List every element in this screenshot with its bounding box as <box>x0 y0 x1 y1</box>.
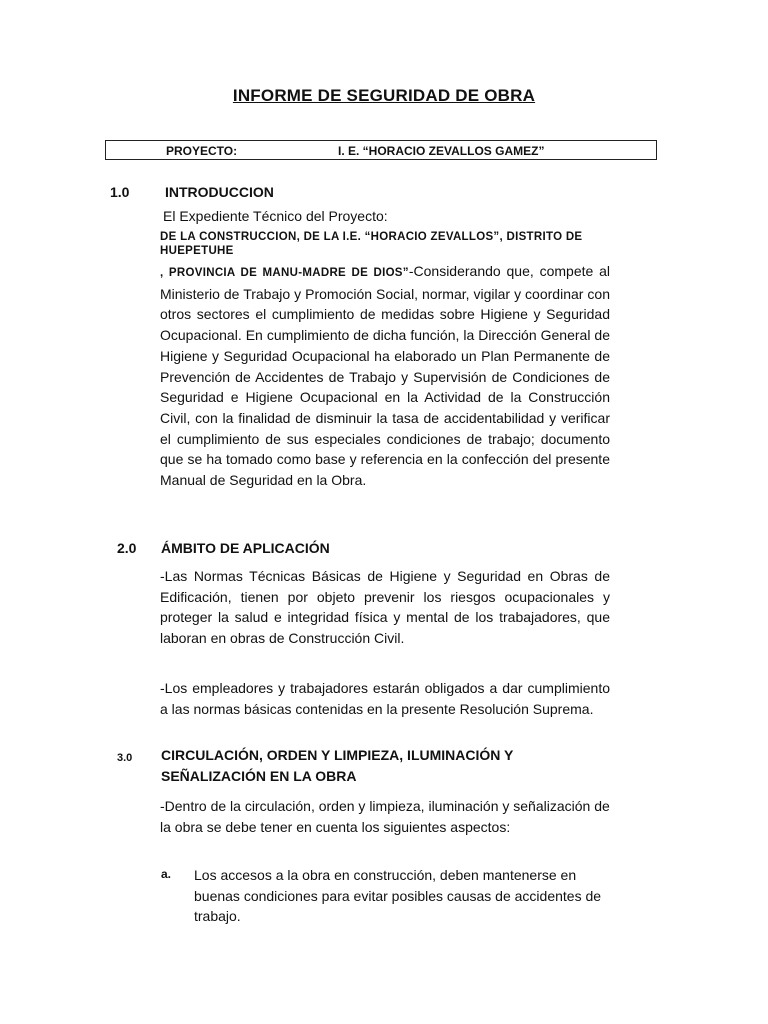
section-2-number: 2.0 <box>117 540 137 556</box>
section-2-heading: ÁMBITO DE APLICACIÓN <box>161 540 330 556</box>
section-1-body <box>160 261 610 491</box>
section-3-number: 3.0 <box>117 752 133 764</box>
section-1-body-text: -Considerando que, compete al Ministerio de Trabajo y Promoción Social, normar, vigilar y coordinar con otros sectores el cumplimiento de medidas sobre Higiene y Seguridad Ocupacional. En cumplimiento de dicha función, la Dirección General de Higiene y Seguridad Ocupacional ha elaborado un Plan Permanente de Prevención de Accidentes de Trabajo y Supervisión de Condiciones de Seguridad e Higiene Ocupacional en la Actividad de la Construcción Civil, con la finalidad de disminuir la tasa de accidentabilidad y verificar el cumplimiento de sus especiales condiciones de trabajo; documento que se ha tomado como base y referencia en la confección del presente Manual de Seguridad en la Obra. <box>160 263 610 489</box>
section-1-heading: INTRODUCCION <box>165 184 274 200</box>
project-value: I. E. “HORACIO ZEVALLOS GAMEZ” <box>338 144 545 158</box>
section-1-number: 1.0 <box>110 184 130 200</box>
section-2-paragraph-2: -Los empleadores y trabajadores estarán obligados a dar cumplimiento a las normas básicas contenidas en la presente Resolución Suprema. <box>160 680 610 717</box>
section-2-paragraph-1: -Las Normas Técnicas Básicas de Higiene y Seguridad en Obras de Edificación, tienen por objeto prevenir los riesgos ocupacionales y proteger la salud e integridad física y mental de los trabajadores, que laboran en obras de Construcción Civil. <box>160 568 610 647</box>
section-1-project-location: , PROVINCIA DE MANU-MADRE DE DIOS” <box>160 267 409 279</box>
project-box <box>105 140 657 160</box>
project-label: PROYECTO: <box>166 144 238 158</box>
document-title: INFORME DE SEGURIDAD DE OBRA <box>232 86 536 105</box>
section-3-item-a-text: Los accesos a la obra en construcción, deben mantenerse en buenas condiciones para evitar posibles causas de accidentes de trabajo. <box>194 867 602 925</box>
section-1-project-name: DE LA CONSTRUCCION, DE LA I.E. “HORACIO ZEVALLOS”, DISTRITO DE HUEPETUHE <box>160 231 583 257</box>
section-3-item-a-letter: a. <box>161 867 172 881</box>
section-3-heading-line-2: SEÑALIZACIÓN EN LA OBRA <box>161 768 357 784</box>
section-3-heading-line-1: CIRCULACIÓN, ORDEN Y LIMPIEZA, ILUMINACIÓN Y <box>161 747 514 763</box>
section-1-intro: El Expediente Técnico del Proyecto: <box>163 208 388 224</box>
section-3-paragraph: -Dentro de la circulación, orden y limpieza, iluminación y señalización de la obra se debe tener en cuenta los siguientes aspectos: <box>160 798 610 835</box>
